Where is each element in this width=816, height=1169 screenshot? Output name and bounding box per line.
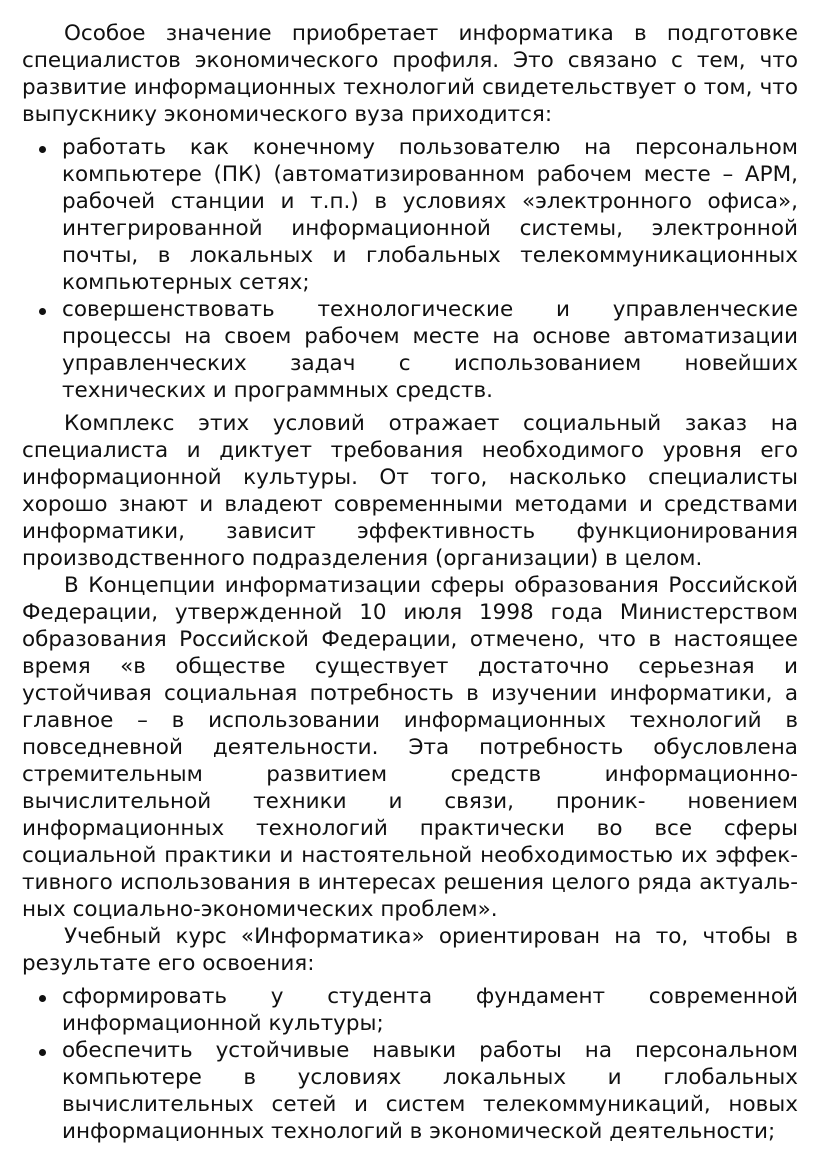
bullet-icon (39, 308, 46, 315)
bullet-text: обеспечить устойчивые навыки работы на персональном компьютере в условиях локальных и глобальных вычислительных сетей и систем телекоммуникаций, новых информационных технологий в экономической деятельности; (62, 1038, 798, 1144)
paragraph-social-order: Комплекс этих условий отражает социальный заказ на специалиста и диктует требования необходимого уровня его информационной культуры. От того, насколько специалисты хорошо знают и владеют современными методами и средствами информатики, зависит эффективность функционирования производственного подразделения (организации) в целом. (22, 411, 798, 571)
bullet-list-goals (22, 983, 798, 1145)
bullet-item-improve-processes (22, 296, 798, 404)
bullet-text: совершенствовать технологические и управленческие процессы на своем рабочем месте на основе автоматизации управленческих задач с использованием новейших технических и программных средств. (62, 297, 798, 403)
paragraph-intro: Особое значение приобретает информатика в подготовке специалистов экономического профиля. Это связано с тем, что развитие информационных технологий свидетельствует о том, что выпускнику экономического вуза приходится: (22, 21, 798, 127)
paragraph-concept: В Концепции информатизации сферы образования Российской Федерации, утвержденной 10 июля 1998 года Министерством образования Российской Федерации, отмечено, что в настоящее время «в обществе существует достаточно серьезная и устойчивая социальная потребность в изучении информатики, а главное – в использовании информационных технологий в повседневной деятельности. Эта потребность обусловлена стремительным развитием средств информационно-вычислительной техники и связи, проник- новением информационных технологий практически во все сферы социальной практики и настоятельной необходимостью их эффек- тивного использования в интересах решения целого ряда актуаль- ных социально-экономических проблем». (22, 573, 798, 922)
bullet-item-skills (22, 1037, 798, 1145)
bullet-list-tasks (22, 134, 798, 404)
paragraph-course-goal: Учебный курс «Информатика» ориентирован на то, чтобы в результате его освоения: (22, 924, 798, 976)
bullet-text: работать как конечному пользователю на персональном компьютере (ПК) (автоматизированном рабочем месте – АРМ, рабочей станции и т.п.) в условиях «электронного офиса», интегрированной информационной системы, электронной почты, в локальных и глобальных телекоммуникационных компьютерных сетях; (62, 135, 798, 295)
bullet-icon (39, 1049, 46, 1056)
bullet-text: сформировать у студента фундамент современной информационной культуры; (62, 984, 798, 1036)
bullet-icon (39, 995, 46, 1002)
bullet-item-work-as-user (22, 134, 798, 296)
bullet-icon (39, 146, 46, 153)
bullet-item-culture (22, 983, 798, 1037)
